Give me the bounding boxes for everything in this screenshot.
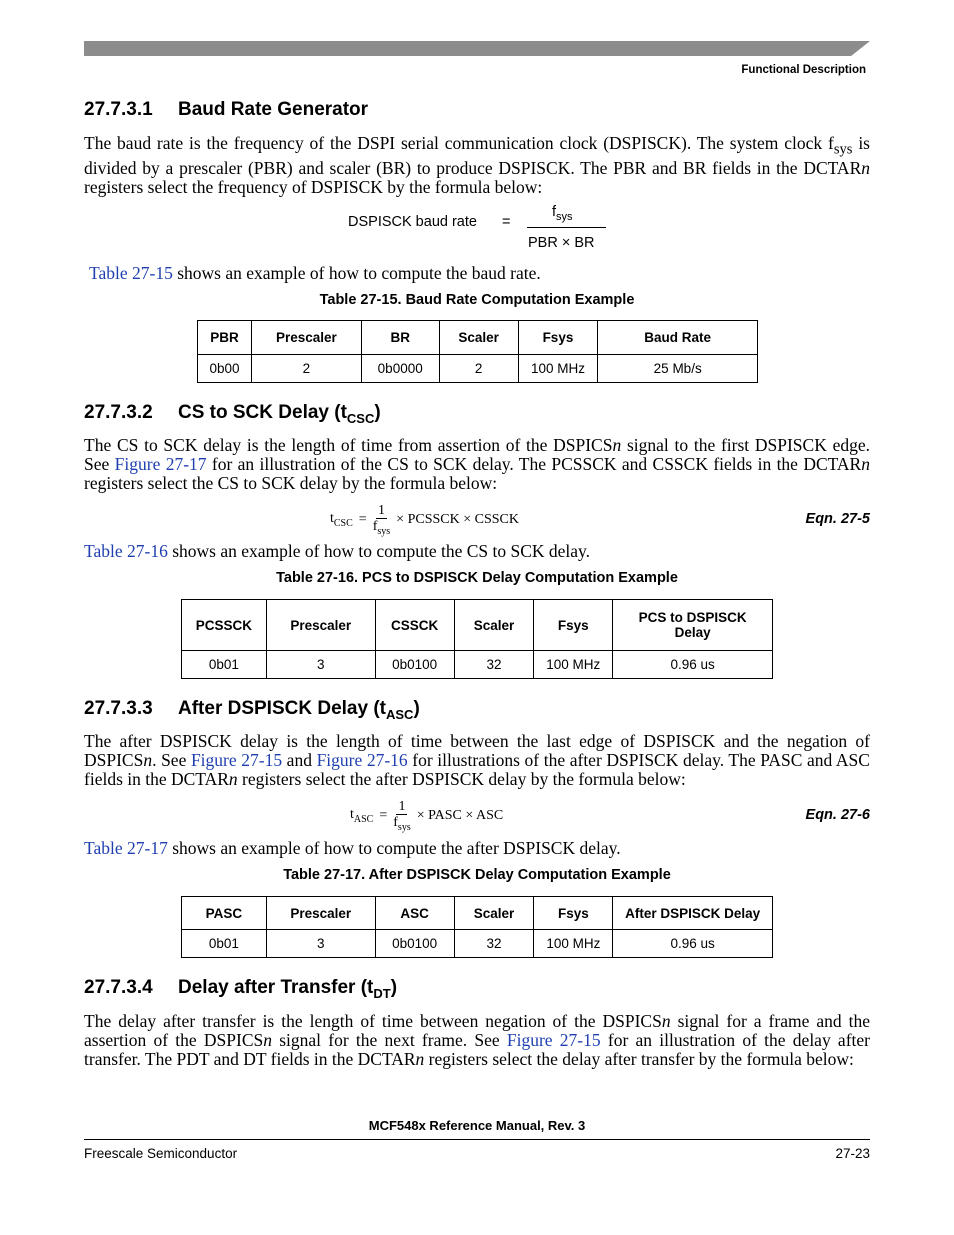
eq-rhs: × PASC × ASC [416, 808, 504, 824]
baud-rate-formula-denominator: PBR × BR [528, 235, 595, 251]
table-row [182, 651, 773, 679]
subscript: sys [833, 141, 853, 158]
text-run: The baud rate is the frequency of the DSPI serial communication clock (DSPISCK). The system clock f [84, 133, 834, 153]
table-27-17-caption: Table 27-17. After DSPISCK Delay Computation Example [283, 867, 671, 883]
eq-f-sub: sys [397, 822, 411, 834]
section-title: After DSPISCK Delay (t [178, 698, 386, 719]
table-cell: 2 [251, 355, 361, 383]
section-heading-baud-rate [84, 99, 368, 121]
column-header: Prescaler [266, 897, 375, 930]
table-cell: 0b00 [198, 355, 252, 383]
table-cell: 100 MHz [534, 930, 613, 958]
italic-n: n [612, 435, 622, 455]
text-run: signal for a frame and the assertion of the DSPICS [84, 1011, 870, 1050]
column-header: Fsys [534, 600, 613, 651]
text-run: registers select the frequency of DSPISCK by the formula below: [84, 177, 543, 198]
table-27-15-caption: Table 27-15. Baud Rate Computation Example [319, 292, 635, 308]
text-run: . See [152, 749, 191, 770]
equation-27-5 [330, 503, 519, 537]
eq-lhs-t: t [330, 511, 334, 527]
section-title-subscript: CSC [346, 410, 375, 426]
baud-rate-formula-numerator [552, 204, 573, 223]
eq-f: f [393, 815, 398, 831]
equation-27-6 [350, 799, 503, 833]
figure-27-15-link[interactable]: Figure 27-15 [190, 749, 283, 770]
text-run: for an illustration of the CS to SCK delay. The PCSSCK and CSSCK fields in the DCTAR [206, 453, 862, 474]
column-header: Prescaler [266, 600, 375, 651]
section-title-subscript: DT [373, 985, 391, 1001]
column-header: PASC [182, 897, 267, 930]
eq-equals: = [358, 512, 367, 528]
after-dspisck-paragraph [84, 732, 870, 788]
eq-fraction [393, 799, 410, 833]
table-27-16-caption: Table 27-16. PCS to DSPISCK Delay Computation Example [276, 570, 678, 586]
text-run: for illustrations of the after DSPISCK delay. The PASC and ASC fields in the DCTAR [84, 749, 870, 789]
equation-label: Eqn. 27-6 [805, 807, 870, 823]
eq-f-sub: sys [377, 526, 391, 538]
text-run: shows an example of how to compute the CS to SCK delay. [167, 541, 591, 561]
equation-label: Eqn. 27-5 [805, 511, 870, 527]
section-heading-delay-after-transfer [84, 977, 397, 1001]
eq-lhs-sub: CSC [333, 517, 353, 529]
table-cell: 100 MHz [518, 355, 598, 383]
column-header: Scaler [454, 897, 534, 930]
eq-numerator: 1 [398, 799, 406, 814]
italic-n: n [661, 1011, 671, 1031]
column-header: Prescaler [251, 321, 361, 355]
baud-rate-formula-equals: = [502, 214, 511, 230]
section-title-suffix: ) [390, 977, 398, 998]
text-run: shows an example of how to compute the after DSPISCK delay. [167, 838, 621, 858]
running-head: Functional Description [741, 64, 866, 76]
table-cell: 0b01 [182, 930, 267, 958]
italic-n: n [861, 158, 870, 179]
text-run: signal for the next frame. See [271, 1029, 507, 1050]
table-27-15 [197, 320, 758, 383]
table-row [198, 355, 758, 383]
table-27-16-reference [84, 542, 870, 561]
text-run: registers select the CS to SCK delay by the formula below: [84, 472, 498, 493]
text-run: The CS to SCK delay is the length of time from assertion of the DSPICS [84, 435, 613, 455]
table-header-row [198, 321, 758, 355]
table-row [182, 930, 773, 958]
figure-27-17-link[interactable]: Figure 27-17 [114, 453, 207, 474]
table-27-15-reference [89, 264, 875, 283]
baud-rate-formula-lhs: DSPISCK baud rate [348, 214, 477, 230]
column-header: Fsys [534, 897, 613, 930]
italic-n: n [861, 453, 870, 474]
eq-fraction [373, 503, 390, 537]
table-header-row [182, 600, 773, 651]
section-title-subscript: ASC [386, 706, 414, 722]
footer-rule [84, 1139, 870, 1140]
table-cell: 0.96 us [613, 930, 773, 958]
table-27-17 [181, 896, 773, 958]
text-run: and [282, 749, 317, 770]
column-header: PCS to DSPISCK Delay [613, 600, 773, 651]
section-heading-after-dspisck [84, 698, 420, 722]
baud-rate-paragraph [84, 134, 870, 197]
fraction-bar [527, 227, 606, 228]
eq-numerator: 1 [377, 503, 385, 518]
table-27-16-link[interactable]: Table 27-16 [84, 541, 168, 561]
table-cell: 25 Mb/s [598, 355, 758, 383]
italic-n: n [263, 1029, 272, 1050]
eq-equals: = [379, 808, 388, 824]
text-run: shows an example of how to compute the baud rate. [172, 263, 541, 283]
section-title: Delay after Transfer (t [178, 977, 374, 998]
eq-lhs-t: t [350, 807, 354, 823]
section-title-suffix: ) [374, 402, 381, 423]
eq-denominator [373, 519, 390, 537]
section-number: 27.7.3.2 [84, 402, 153, 423]
text-run: signal to the first DSPISCK edge. See [84, 435, 871, 474]
table-cell: 100 MHz [534, 651, 613, 679]
table-cell: 3 [266, 651, 375, 679]
table-cell: 0.96 us [613, 651, 773, 679]
table-27-17-reference [84, 839, 870, 858]
column-header: ASC [375, 897, 454, 930]
table-cell: 32 [454, 651, 534, 679]
text-run: registers select the delay after transfer by the formula below: [424, 1048, 854, 1069]
column-header: Scaler [439, 321, 518, 355]
section-title: CS to SCK Delay (t [178, 402, 347, 423]
text-run: is divided by a prescaler (PBR) and scaler (BR) to produce DSPISCK. The PBR and BR fields in the DCTAR [84, 133, 870, 179]
eq-rhs: × PCSSCK × CSSCK [396, 512, 519, 528]
table-cell: 32 [454, 930, 534, 958]
figure-27-15-link[interactable]: Figure 27-15 [506, 1029, 601, 1050]
table-cell: 0b0000 [361, 355, 439, 383]
column-header: PCSSCK [182, 600, 267, 651]
section-number: 27.7.3.3 [84, 698, 153, 719]
column-header: PBR [198, 321, 252, 355]
table-cell: 0b01 [182, 651, 267, 679]
table-header-row [182, 897, 773, 930]
column-header: CSSCK [375, 600, 454, 651]
column-header: Fsys [518, 321, 598, 355]
header-bar [84, 41, 870, 56]
section-title-suffix: ) [413, 698, 420, 719]
section-title: Baud Rate Generator [178, 99, 369, 120]
section-number: 27.7.3.4 [84, 977, 153, 998]
cs-to-sck-paragraph [84, 436, 870, 492]
footer-page-number: 27-23 [835, 1146, 870, 1161]
eq-lhs [350, 807, 373, 825]
eq-f: f [372, 519, 378, 535]
fsys-sub: sys [556, 210, 573, 223]
footer-company: Freescale Semiconductor [84, 1146, 238, 1161]
section-heading-cs-to-sck [84, 402, 381, 426]
eq-lhs-sub: ASC [353, 813, 374, 825]
column-header: After DSPISCK Delay [613, 897, 773, 930]
column-header: Scaler [454, 600, 534, 651]
footer-manual-title: MCF548x Reference Manual, Rev. 3 [368, 1118, 586, 1133]
column-header: BR [361, 321, 439, 355]
table-cell: 0b0100 [375, 651, 454, 679]
text-run: registers select the after DSPISCK delay by the formula below: [237, 768, 686, 789]
delay-after-transfer-paragraph [84, 1012, 870, 1068]
text-run: for an illustration of the delay after transfer. The PDT and DT fields in the DCTAR [84, 1029, 870, 1069]
italic-n: n [228, 768, 238, 789]
table-cell: 2 [439, 355, 518, 383]
fsys-f: f [552, 204, 557, 220]
table-cell: 0b0100 [375, 930, 454, 958]
italic-n: n [143, 749, 153, 770]
figure-27-16-link[interactable]: Figure 27-16 [316, 749, 408, 770]
text-run: The delay after transfer is the length of time between negation of the DSPICS [84, 1011, 662, 1031]
text-run: The after DSPISCK delay is the length of time between the last edge of DSPISCK and the negation of DSPICS [84, 731, 870, 770]
table-27-15-link[interactable]: Table 27-15 [89, 263, 173, 283]
eq-denominator [393, 815, 410, 833]
section-number: 27.7.3.1 [84, 99, 153, 120]
eq-lhs [330, 511, 353, 529]
italic-n: n [415, 1048, 425, 1069]
table-27-17-link[interactable]: Table 27-17 [84, 838, 168, 858]
table-27-16 [181, 599, 773, 679]
column-header: Baud Rate [598, 321, 758, 355]
table-cell: 3 [266, 930, 375, 958]
